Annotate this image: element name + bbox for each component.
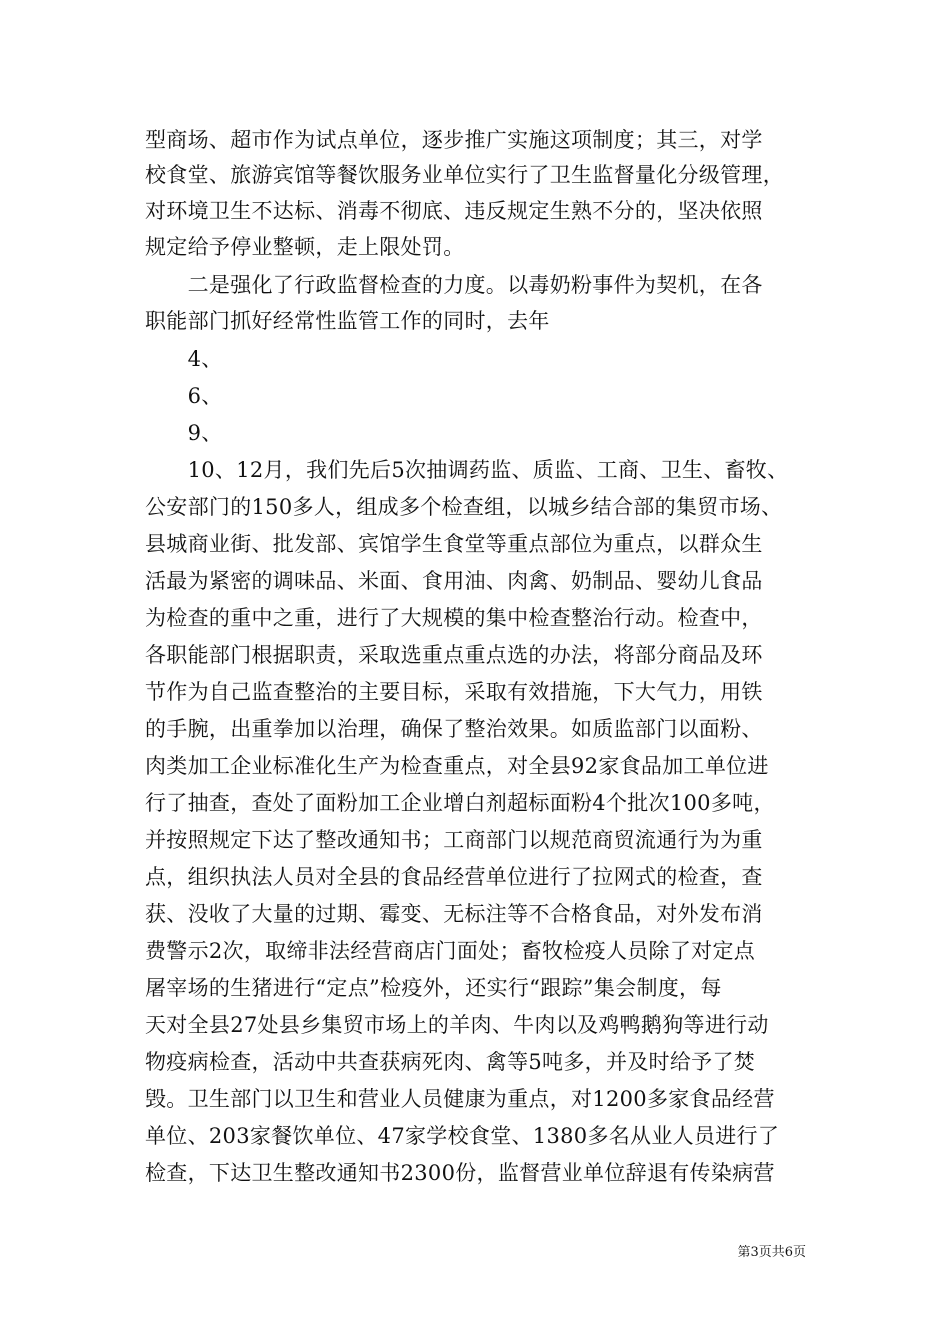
text-line: 各职能部门根据职责，采取选重点重点选的办法，将部分商品及环: [145, 643, 763, 667]
text-line: 为检查的重中之重，进行了大规模的集中检查整治行动。检查中，: [145, 606, 763, 630]
page-number-footer: 第3页共6页: [737, 1245, 806, 1260]
text-line: 10、12月，我们先后5次抽调药监、质监、工商、卫生、畜牧、: [145, 458, 789, 482]
text-line: 6、: [145, 384, 223, 408]
text-line: 肉类加工企业标准化生产为检查重点，对全县92家食品加工单位进: [145, 754, 769, 778]
text-line: 毁。卫生部门以卫生和营业人员健康为重点，对1200多家食品经营: [145, 1087, 775, 1111]
text-line: 型商场、超市作为试点单位，逐步推广实施这项制度；其三，对学: [145, 128, 763, 152]
text-line: 4、: [145, 347, 223, 371]
text-line: 的手腕，出重拳加以治理，确保了整治效果。如质监部门以面粉、: [145, 717, 763, 741]
text-line: 校食堂、旅游宾馆等餐饮服务业单位实行了卫生监督量化分级管理，: [145, 163, 784, 187]
text-line: 物疫病检查，活动中共查获病死肉、禽等5吨多，并及时给予了焚: [145, 1050, 756, 1074]
text-line: 点，组织执法人员对全县的食品经营单位进行了拉网式的检查，查: [145, 865, 763, 889]
text-line: 费警示2次，取缔非法经营商店门面处；畜牧检疫人员除了对定点: [145, 939, 756, 963]
text-line: 活最为紧密的调味品、米面、食用油、肉禽、奶制品、婴幼儿食品: [145, 569, 763, 593]
text-line: 并按照规定下达了整改通知书；工商部门以规范商贸流通行为为重: [145, 828, 763, 852]
text-line: 职能部门抓好经常性监管工作的同时，去年: [145, 309, 550, 333]
text-line: 县城商业街、批发部、宾馆学生食堂等重点部位为重点，以群众生: [145, 532, 763, 556]
text-line: 获、没收了大量的过期、霉变、无标注等不合格食品，对外发布消: [145, 902, 763, 926]
text-line: 对环境卫生不达标、消毒不彻底、违反规定生熟不分的，坚决依照: [145, 199, 763, 223]
text-line: 节作为自己监查整治的主要目标，采取有效措施，下大气力，用铁: [145, 680, 763, 704]
text-line: 天对全县27处县乡集贸市场上的羊肉、牛肉以及鸡鸭鹅狗等进行动: [145, 1013, 769, 1037]
text-line: 检查，下达卫生整改通知书2300份，监督营业单位辞退有传染病营: [145, 1161, 775, 1185]
text-line: 屠宰场的生猪进行“定点”检疫外，还实行“跟踪”集会制度，每: [145, 976, 722, 1000]
text-line: 9、: [145, 421, 223, 445]
text-line: 公安部门的150多人，组成多个检查组，以城乡结合部的集贸市场、: [145, 495, 783, 519]
text-line: 规定给予停业整顿，走上限处罚。: [145, 235, 465, 259]
text-line: 行了抽查，查处了面粉加工企业增白剂超标面粉4个批次100多吨，: [145, 791, 775, 815]
text-line: 单位、203家餐饮单位、47家学校食堂、1380多名从业人员进行了: [145, 1124, 780, 1148]
text-line: 二是强化了行政监督检查的力度。以毒奶粉事件为契机，在各: [145, 273, 763, 297]
